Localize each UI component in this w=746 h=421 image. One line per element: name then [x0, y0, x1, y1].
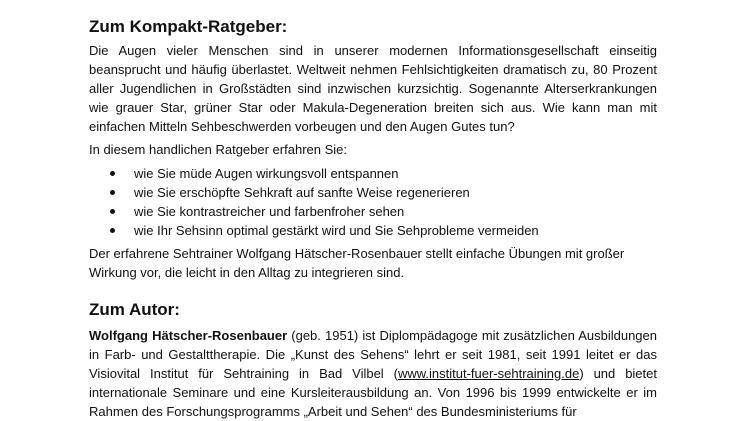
trainer-paragraph: Der erfahrene Sehtrainer Wolfgang Hätscher-Rosenbauer stellt einfache Übungen mit großer Wirkung vor, die leicht in den Alltag zu integrieren sind. [89, 246, 625, 280]
author-bio-text-1: (geb. 1951) ist Diplompädagoge mit zusätzlichen Ausbildungen in Farb- und Gestalttherapie. Die „Kunst des Sehens“ lehrt er seit 1981, seit 1991 leitet er das Visiovital Institut für Sehtraining in Bad Vilbel ( [89, 328, 657, 381]
section-heading-autor: Zum Autor: [89, 300, 180, 319]
intro-paragraph: Die Augen vieler Menschen sind in unserer modernen Informationsgesellschaft einseitig beansprucht und häufig überlastet. Weltweit nehmen Fehlsichtigkeiten dramatisch zu, 80 Prozent aller Jugendlichen in Großstädten sind inzwischen kurzsichtig. Sogenannte Alterserkrankungen wie grauer Star, grüner Star oder Makula-Degeneration breiten sich aus. Wie kann man mit einfachen Mitteln Sehbeschwerden vorbeugen und den Augen Gutes tun? [89, 43, 657, 134]
bullet-icon [110, 190, 115, 195]
list-item [89, 221, 657, 240]
lead-paragraph: In diesem handlichen Ratgeber erfahren Sie: [89, 142, 347, 157]
author-bio-paragraph [89, 326, 657, 421]
bullet-icon [110, 171, 115, 176]
list-item-text: wie Sie kontrastreicher und farbenfroher sehen [134, 204, 405, 219]
author-name: Wolfgang Hätscher-Rosenbauer [89, 328, 288, 343]
list-item-text: wie Ihr Sehsinn optimal gestärkt wird und Sie Sehprobleme vermeiden [134, 223, 539, 238]
list-item [89, 183, 657, 202]
bullet-icon [110, 228, 115, 233]
list-item-text: wie Sie müde Augen wirkungsvoll entspannen [134, 166, 399, 181]
section-heading-kompakt: Zum Kompakt-Ratgeber: [89, 17, 288, 36]
author-bio-text-2: ) und bietet internationale Seminare und eine Kursleiterausbildung an. Von 1996 bis 1999 entwickelte er im Rahmen des Forschungsprogramms „Arbeit und Sehen“ des Bundesministeriums für [89, 366, 657, 419]
list-item [89, 202, 657, 221]
list-item-text: wie Sie erschöpfte Sehkraft auf sanfte Weise regenerieren [134, 185, 470, 200]
document-page [89, 0, 657, 421]
bullet-icon [110, 209, 115, 214]
list-item [89, 164, 657, 183]
institute-link[interactable]: www.institut-fuer-sehtraining.de [397, 366, 580, 381]
benefits-list [89, 164, 657, 240]
